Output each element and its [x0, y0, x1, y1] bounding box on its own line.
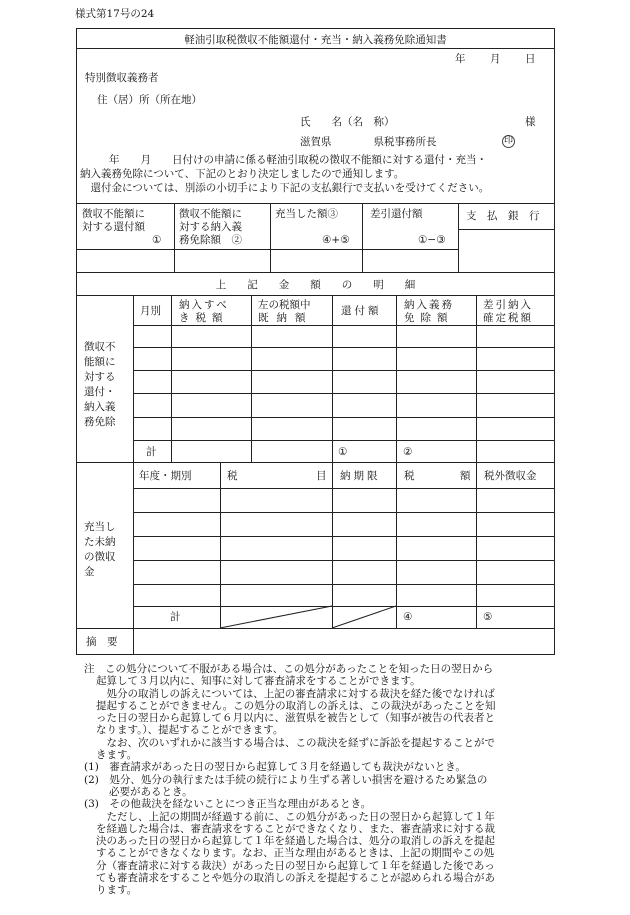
section1-total-exempt-mark: ②	[403, 446, 413, 458]
section2-label-line: 充当し	[84, 521, 116, 533]
summary-col2-line2: 対する納入義	[179, 221, 242, 233]
note-line: った日の翌日から起算して６月以内に、滋賀県を被告として（知事が被告の代表者と	[96, 712, 495, 725]
section1-label-line: 還付・	[84, 386, 116, 398]
section2-label-line: 金	[84, 566, 95, 578]
note-line: 処分の取消しの訴えについては、上記の審査請求に対する裁決を経た後でなければ	[96, 687, 495, 700]
summary-col2-line3: 務免除額 ②	[179, 234, 242, 246]
intro-line-2: 納入義務免除について、下記のとおり決定しましたので通知します。	[80, 168, 405, 180]
section1-label-line: 徴収不	[84, 341, 116, 353]
form-number: 様式第17号の24	[75, 8, 155, 20]
section2-total-label: 計	[170, 611, 181, 623]
section1-label-line: 務免除	[84, 416, 116, 428]
address-label: 住（居）所（所在地）	[97, 94, 202, 106]
note-line: 分（審査請求に対する裁決）があった日の翌日から起算して１年を経過した後であっ	[96, 859, 495, 872]
form-title: 軽油引取税徴収不能額還付・充当・納入義務免除通知書	[184, 34, 447, 46]
section2-label-line: た未納	[84, 536, 116, 548]
seal-mark: 印	[503, 136, 513, 146]
summary-col4-num: ①−③	[418, 234, 446, 246]
section1-label-line: 納入義	[84, 401, 116, 413]
details-heading: 上 記 金 額 の 明 細	[215, 279, 416, 291]
remarks-label: 摘 要	[86, 636, 118, 648]
summary-col3-label: 充当した額③	[275, 208, 338, 220]
issuer: 滋賀県 県税事務所長	[300, 136, 437, 148]
note-line: 決のあった日の翌日から起算して１年を経過した場合は、処分の取消しの訴えを提起	[96, 835, 495, 848]
header-month: 月別	[140, 305, 161, 317]
intro-line-3: 還付金については、別添の小切手により下記の支払銀行で支払いを受けてください。	[80, 182, 490, 194]
note-line: 必要があるとき。	[109, 785, 193, 798]
section1-total-refund-mark: ①	[338, 446, 348, 458]
note-line: (1) 審査請求があった日の翌日から起算して３月を経過しても裁決がないとき。	[84, 761, 466, 774]
note-line: (2) 処分、処分の執行または手続の続行により生ずる著しい損害を避けるため緊急の	[84, 773, 488, 786]
note-line: することができなくなります。なお、正当な理由があるときは、上記の期間やこの処	[96, 847, 495, 860]
header-tax-item-2: 目	[316, 470, 327, 482]
header-amount-2: 額	[460, 470, 471, 482]
intro-line-1: 年 月 日付けの申請に係る軽油引取税の徴収不能額に対する還付・充当・	[88, 154, 487, 166]
header-tax-due-1: 納入すべ	[179, 299, 229, 311]
note-line: なります。）、提起することができます。	[96, 724, 284, 737]
section2-label-line: の徴収	[84, 551, 116, 563]
header-refund: 還付額	[341, 305, 382, 317]
section2-total-amount-mark: ④	[403, 611, 413, 623]
note-line: なお、次のいずれかに該当する場合は、この裁決を経ずに訴訟を提起することがで	[96, 736, 495, 749]
note-line: ても審査請求をすることや処分の取消しの訴えを提起することが認められる場合があ	[96, 872, 495, 885]
summary-col5-label: 支 払 銀 行	[466, 210, 540, 222]
header-net-2: 確定税額	[483, 312, 533, 324]
header-amount-1: 税	[404, 470, 415, 482]
note-line: 注 この処分について不服がある場合は、この処分があったことを知った日の翌日から	[84, 663, 494, 675]
section1-label-line: 能額に	[84, 356, 116, 368]
header-tax-due-2: き税額	[179, 312, 229, 324]
header-exempt-1: 納入義務	[404, 299, 454, 311]
notes-block	[84, 663, 564, 897]
header-non-tax-collection: 税外徴収金	[484, 470, 537, 482]
note-line: ります。	[96, 884, 138, 897]
summary-col1-line1: 徴収不能額に	[82, 208, 145, 220]
header-paid-1: 左の税額中	[258, 299, 311, 311]
note-line: (3) その他裁決を経ないことにつき正当な理由があるとき。	[84, 798, 372, 811]
summary-col4-label: 差引還付額	[370, 208, 423, 220]
summary-col3-num: ④+⑤	[322, 234, 350, 246]
recipient-heading: 特別徴収義務者	[85, 72, 159, 84]
note-line: を経過した場合は、審査請求をすることができなくなり、また、審査請求に対する裁	[96, 822, 495, 835]
section1-label-line: 対する	[84, 371, 116, 383]
summary-col2-line1: 徴収不能額に	[179, 208, 242, 220]
note-line: 提起することができません。この処分の取消しの訴えは、この裁決があったことを知	[96, 699, 496, 712]
note-line: きます。	[96, 749, 138, 762]
name-label: 氏 名（名 称）	[300, 116, 395, 128]
note-line: 起算して３月以内に、知事に対して審査請求をすることができます。	[96, 675, 421, 688]
date-year: 年	[455, 53, 466, 65]
date-day: 日	[525, 53, 536, 65]
header-deadline: 納期限	[340, 470, 381, 482]
header-tax-item-1: 税	[227, 470, 238, 482]
summary-col1-num: ①	[152, 234, 162, 246]
header-net-1: 差引納入	[483, 299, 533, 311]
section1-total-label: 計	[146, 446, 157, 458]
honorific: 様	[525, 116, 536, 128]
summary-col1-line2: 対する還付額	[82, 221, 145, 233]
section2-label	[84, 520, 116, 580]
header-exempt-2: 免除額	[404, 312, 454, 324]
date-month: 月	[490, 53, 501, 65]
header-paid-2: 既納額	[258, 312, 314, 324]
header-fiscal-period: 年度・期別	[139, 470, 192, 482]
note-line: ただし、上記の期間が経過する前に、この処分があった日の翌日から起算して１年	[96, 810, 495, 823]
section2-total-extra-mark: ⑤	[483, 611, 493, 623]
